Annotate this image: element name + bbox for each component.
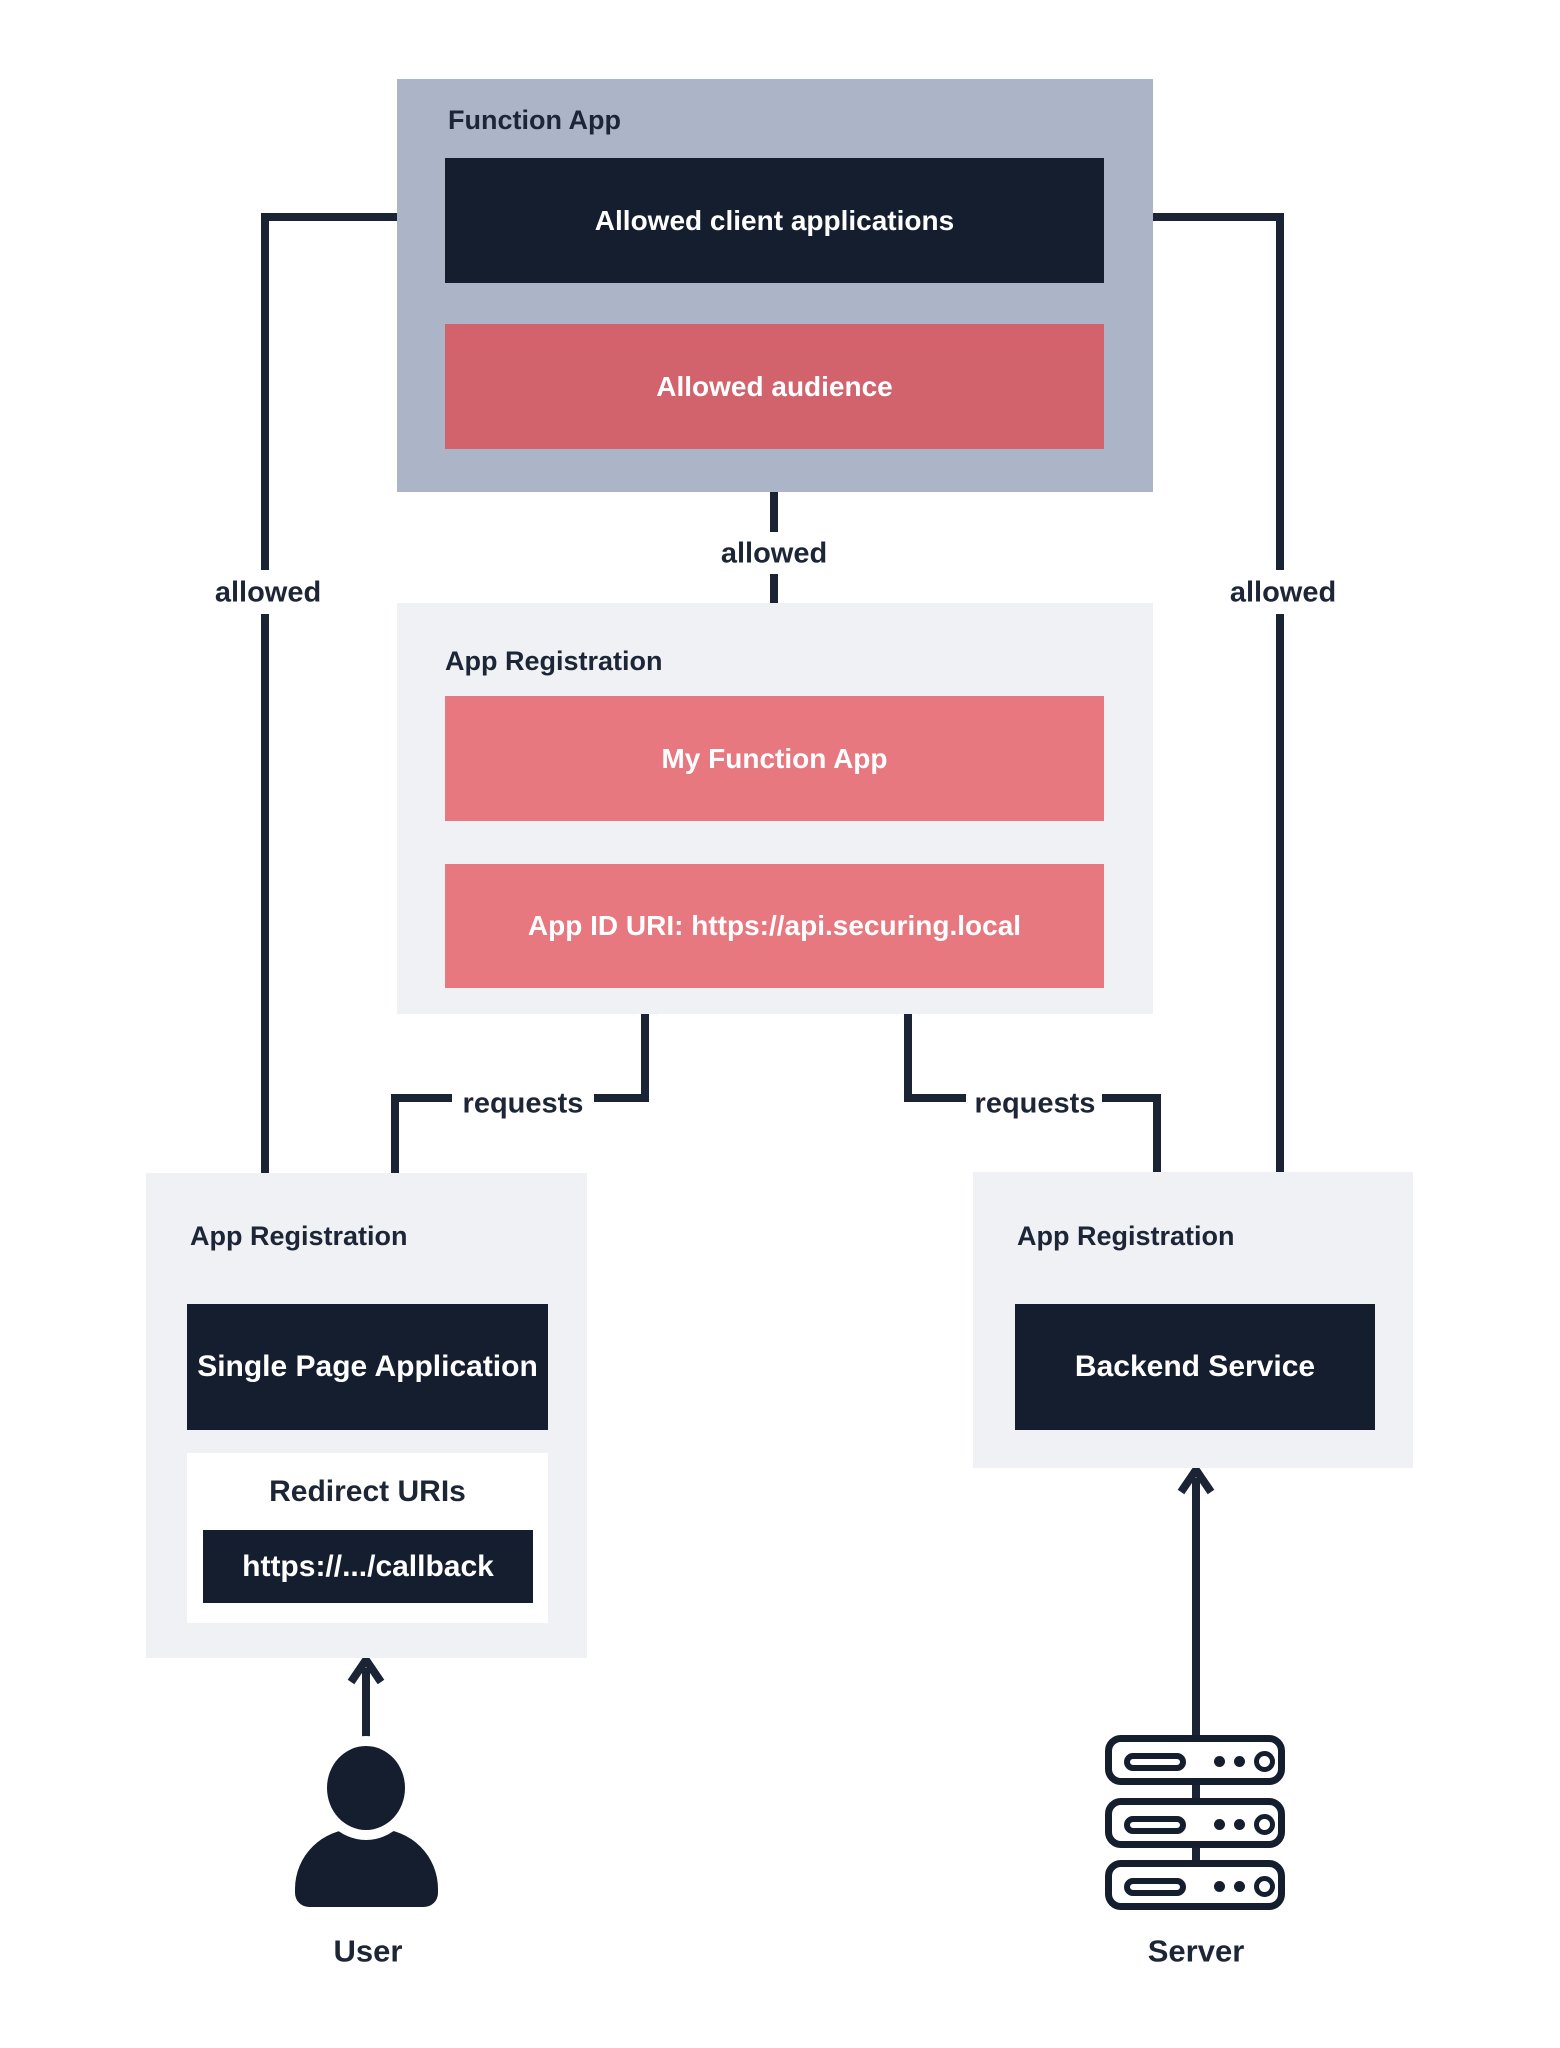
requests-arrow-right-line	[908, 998, 1157, 1172]
callback-uri-box: https://.../callback	[203, 1530, 533, 1603]
server-label: Server	[1147, 1933, 1245, 1969]
user-arrow-head	[351, 1660, 381, 1682]
requests-arrow-left-line	[395, 998, 645, 1173]
my-function-app-box: My Function App	[445, 696, 1104, 821]
app-registration-backend-label: App Registration	[1017, 1221, 1235, 1251]
function-app-label: Function App	[448, 105, 621, 135]
server-arrow-head	[1181, 1470, 1211, 1492]
redirect-uris-box	[187, 1453, 548, 1623]
app-registration-middle-label: App Registration	[445, 646, 663, 676]
backend-service-box: Backend Service	[1015, 1304, 1375, 1430]
user-label: User	[333, 1933, 403, 1969]
user-icon-body	[295, 1829, 438, 1907]
allowed-client-applications-box: Allowed client applications	[445, 158, 1104, 283]
app-registration-backend-container	[973, 1172, 1413, 1468]
server-unit	[1105, 1735, 1285, 1785]
user-icon-head	[327, 1746, 405, 1830]
requests-label-left: requests	[462, 1087, 584, 1120]
redirect-uris-title: Redirect URIs	[269, 1475, 466, 1508]
server-unit	[1105, 1798, 1285, 1848]
allowed-audience-box: Allowed audience	[445, 324, 1104, 449]
allowed-label-right: allowed	[1229, 576, 1337, 609]
requests-label-right: requests	[974, 1087, 1096, 1120]
app-registration-middle-container	[397, 603, 1153, 1014]
single-page-application-box: Single Page Application	[187, 1304, 548, 1430]
app-id-uri-box: App ID URI: https://api.securing.local	[445, 864, 1104, 988]
server-unit	[1105, 1860, 1285, 1910]
app-registration-spa-container	[146, 1173, 587, 1658]
allowed-label-left: allowed	[214, 576, 322, 609]
function-app-container	[397, 79, 1153, 492]
allowed-label-middle: allowed	[720, 537, 828, 570]
app-registration-spa-label: App Registration	[190, 1221, 408, 1251]
